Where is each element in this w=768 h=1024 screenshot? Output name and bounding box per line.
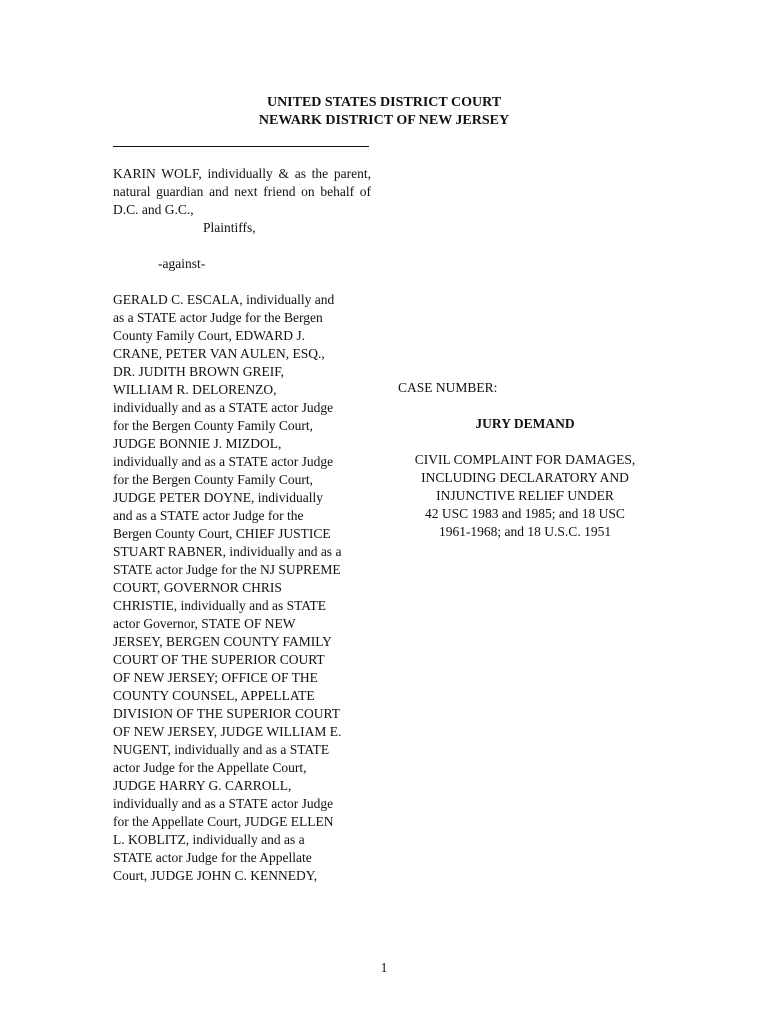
complaint-line: 42 USC 1983 and 1985; and 18 USC [425, 506, 625, 521]
defendant-line: for the Bergen County Family Court, [113, 472, 313, 487]
defendant-line: JUDGE BONNIE J. MIZDOL, [113, 436, 282, 451]
caption-parties [113, 165, 371, 885]
defendant-line: Court, JUDGE JOHN C. KENNEDY, [113, 868, 318, 883]
defendant-line: JERSEY, BERGEN COUNTY FAMILY [113, 634, 332, 649]
page-number: 1 [380, 960, 388, 975]
defendant-line: and as a STATE actor Judge for the [113, 508, 304, 523]
defendant-line: individually and as a STATE actor Judge [113, 400, 334, 415]
defendant-line: County Family Court, EDWARD J. [113, 328, 306, 343]
defendant-line: STATE actor Judge for the Appellate [113, 850, 312, 865]
defendant-line: actor Judge for the Appellate Court, [113, 760, 307, 775]
defendant-line: individually and as a STATE actor Judge [113, 454, 334, 469]
defendant-line: for the Appellate Court, JUDGE ELLEN [113, 814, 334, 829]
defendant-line: as a STATE actor Judge for the Bergen [113, 310, 323, 325]
complaint-line: 1961-1968; and 18 U.S.C. 1951 [438, 524, 612, 539]
complaint-title [380, 451, 670, 541]
against-label: -against- [158, 256, 206, 271]
district-name: NEWARK DISTRICT OF NEW JERSEY [258, 112, 510, 128]
defendant-line: COURT, GOVERNOR CHRIS [113, 580, 282, 595]
defendant-line: DR. JUDITH BROWN GREIF, [113, 364, 285, 379]
defendant-line: COURT OF THE SUPERIOR COURT [113, 652, 325, 667]
defendant-line: DIVISION OF THE SUPERIOR COURT [113, 706, 340, 721]
defendant-line: STATE actor Judge for the NJ SUPREME [113, 562, 341, 577]
defendant-line: OF NEW JERSEY; OFFICE OF THE [113, 670, 318, 685]
court-name: UNITED STATES DISTRICT COURT [266, 95, 502, 110]
defendant-line: GERALD C. ESCALA, individually and [113, 292, 335, 307]
defendant-line: WILLIAM R. DELORENZO, [113, 382, 277, 397]
complaint-line: INJUNCTIVE RELIEF UNDER [436, 488, 614, 503]
complaint-line: CIVIL COMPLAINT FOR DAMAGES, [414, 452, 636, 467]
court-header [0, 94, 768, 129]
defendant-line: L. KOBLITZ, individually and as a [113, 832, 305, 847]
defendant-line: actor Governor, STATE OF NEW [113, 616, 296, 631]
defendant-line: Bergen County Court, CHIEF JUSTICE [113, 526, 331, 541]
defendant-line: JUDGE HARRY G. CARROLL, [113, 778, 292, 793]
defendant-line: for the Bergen County Family Court, [113, 418, 313, 433]
defendant-line: JUDGE PETER DOYNE, individually [113, 490, 323, 505]
jury-demand-heading: JURY DEMAND [475, 416, 575, 431]
complaint-line: INCLUDING DECLARATORY AND [421, 470, 629, 485]
defendant-line: OF NEW JERSEY, JUDGE WILLIAM E. [113, 724, 342, 739]
defendant-line: CRANE, PETER VAN AULEN, ESQ., [113, 346, 325, 361]
defendant-line: STUART RABNER, individually and as a [113, 544, 342, 559]
case-info [380, 379, 670, 541]
caption-rule [113, 146, 369, 147]
defendants-list [113, 291, 371, 885]
defendant-line: COUNTY COUNSEL, APPELLATE [113, 688, 315, 703]
defendant-line: CHRISTIE, individually and as STATE [113, 598, 327, 613]
plaintiff-text: KARIN WOLF, individually & as the parent, natural guardian and next friend on behalf of D.C. and G.C., [113, 166, 371, 217]
defendant-line: individually and as a STATE actor Judge [113, 796, 334, 811]
case-number-label: CASE NUMBER: [398, 380, 498, 395]
plaintiff-role: Plaintiffs, [203, 220, 256, 235]
defendant-line: NUGENT, individually and as a STATE [113, 742, 330, 757]
